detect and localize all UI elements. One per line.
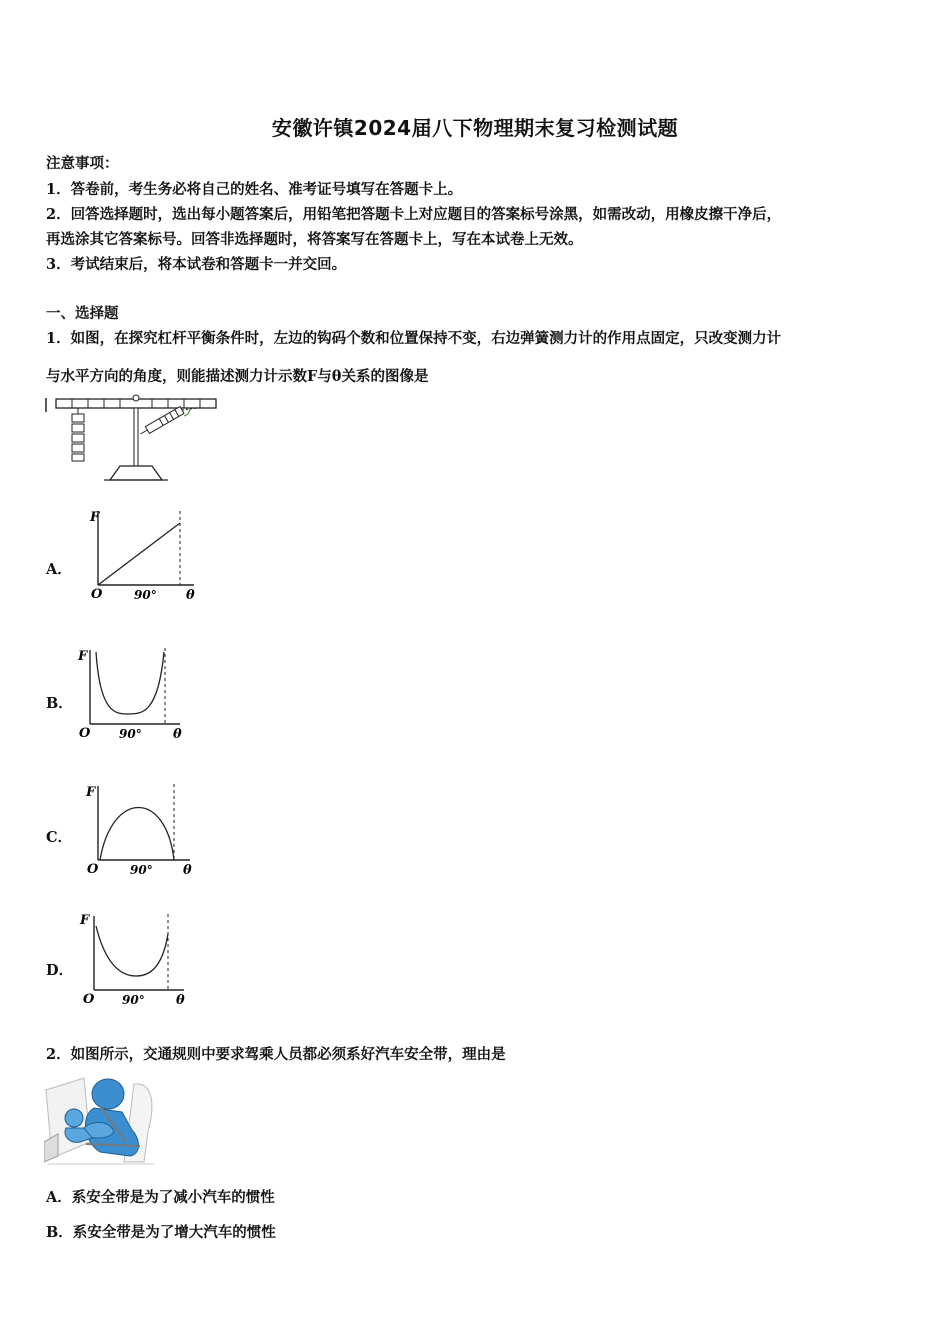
origin-label: O [87, 862, 99, 877]
section-heading: 一、选择题 [46, 305, 119, 322]
axis-label-theta: θ [173, 727, 182, 742]
notice-item: 1．答卷前，考生务必将自己的姓名、准考证号填写在答题卡上。 [46, 181, 463, 198]
axis-label-f: F [86, 785, 96, 800]
question-1-line-2: 与水平方向的角度，则能描述测力计示数F与θ关系的图像是 [46, 368, 429, 385]
notice-item: 再选涂其它答案标号。回答非选择题时，将答案写在答题卡上，写在本试卷上无效。 [46, 231, 583, 248]
option-a-graph [88, 505, 204, 603]
axis-label-theta: θ [186, 588, 195, 603]
option-c-label: C． [46, 829, 73, 846]
axis-label-f: F [80, 913, 90, 928]
question-1-line-1: 1．如图，在探究杠杆平衡条件时，左边的钩码个数和位置保持不变，右边弹簧测力计的作用点固定，只改变测力计 [46, 330, 782, 347]
tick-label-90: 90° [122, 993, 145, 1007]
tick-label-90: 90° [134, 588, 157, 602]
option-d-label: D． [46, 962, 74, 979]
seatbelt-figure [44, 1072, 162, 1168]
option-b-graph [76, 644, 192, 742]
origin-label: O [83, 992, 95, 1007]
page-title: 安徽许镇2024届八下物理期末复习检测试题 [271, 116, 679, 140]
origin-label: O [91, 587, 103, 602]
axis-label-theta: θ [176, 993, 185, 1008]
axis-label-f: F [90, 510, 100, 525]
question-2-option-a: A．系安全带是为了减小汽车的惯性 [46, 1189, 275, 1206]
notice-item: 3．考试结束后，将本试卷和答题卡一并交回。 [46, 256, 347, 273]
option-a-label: A． [46, 561, 72, 578]
origin-label: O [79, 726, 91, 741]
option-d-graph [78, 910, 194, 1008]
notice-heading: 注意事项： [46, 155, 119, 172]
question-2-stem: 2．如图所示，交通规则中要求驾乘人员都必须系好汽车安全带，理由是 [46, 1046, 506, 1063]
lever-apparatus-figure [44, 394, 224, 486]
tick-label-90: 90° [130, 863, 153, 877]
notice-item: 2．回答选择题时，选出每小题答案后，用铅笔把答题卡上对应题目的答案标号涂黑，如需改动，用橡皮擦干净后， [46, 206, 782, 223]
axis-label-theta: θ [183, 863, 192, 878]
tick-label-90: 90° [119, 727, 142, 741]
option-c-graph [84, 780, 200, 878]
question-2-option-b: B．系安全带是为了增大汽车的惯性 [46, 1224, 276, 1241]
axis-label-f: F [78, 649, 88, 664]
option-b-label: B． [46, 695, 73, 712]
